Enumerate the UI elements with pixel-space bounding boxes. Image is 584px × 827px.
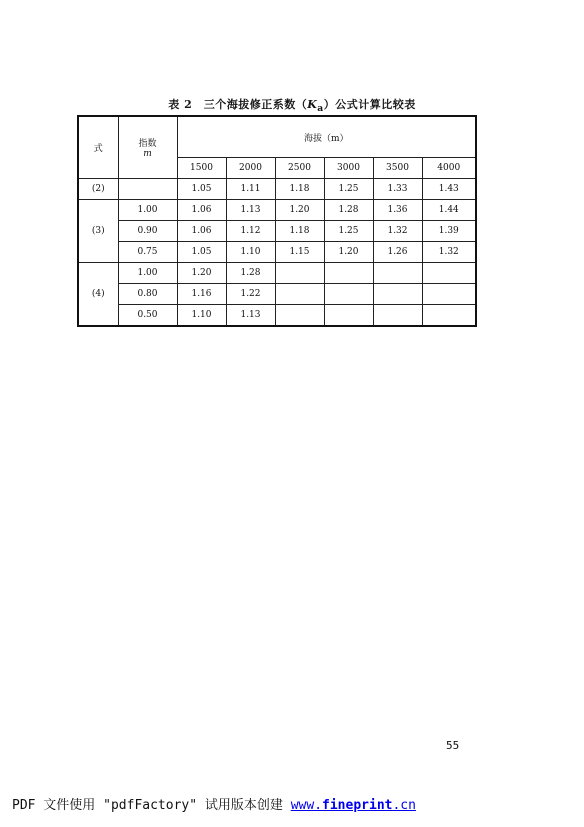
value-cell bbox=[324, 263, 373, 284]
value-cell: 1.32 bbox=[373, 221, 422, 242]
value-cell bbox=[324, 284, 373, 305]
header-formula: 式 bbox=[78, 116, 118, 179]
index-cell: 0.75 bbox=[118, 242, 177, 263]
value-cell: 1.22 bbox=[226, 284, 275, 305]
value-cell bbox=[422, 284, 476, 305]
footer-text: PDF 文件使用 "pdfFactory" 试用版本创建 bbox=[12, 798, 291, 813]
value-cell: 1.26 bbox=[373, 242, 422, 263]
value-cell bbox=[422, 263, 476, 284]
fineprint-link[interactable] bbox=[291, 798, 416, 813]
link-prefix: www. bbox=[290, 798, 323, 813]
value-cell: 1.10 bbox=[226, 242, 275, 263]
value-cell: 1.16 bbox=[177, 284, 226, 305]
page-number: 55 bbox=[446, 739, 460, 752]
value-cell bbox=[324, 305, 373, 327]
formula-cell: (4) bbox=[78, 263, 118, 327]
value-cell: 1.15 bbox=[275, 242, 324, 263]
value-cell: 1.44 bbox=[422, 200, 476, 221]
table-row bbox=[78, 263, 476, 284]
altitude-2500: 2500 bbox=[275, 158, 324, 179]
value-cell: 1.20 bbox=[177, 263, 226, 284]
value-cell bbox=[275, 284, 324, 305]
value-cell: 1.18 bbox=[275, 221, 324, 242]
index-cell: 0.80 bbox=[118, 284, 177, 305]
caption-prefix: 表 2 三个海拔修正系数（ bbox=[168, 98, 308, 111]
value-cell: 1.25 bbox=[324, 179, 373, 200]
value-cell bbox=[275, 305, 324, 327]
table-row bbox=[78, 200, 476, 221]
altitude-1500: 1500 bbox=[177, 158, 226, 179]
caption-suffix: ）公式计算比较表 bbox=[323, 98, 416, 111]
value-cell: 1.28 bbox=[324, 200, 373, 221]
value-cell bbox=[373, 284, 422, 305]
table-row bbox=[78, 179, 476, 200]
value-cell: 1.10 bbox=[177, 305, 226, 327]
value-cell: 1.05 bbox=[177, 242, 226, 263]
index-cell: 1.00 bbox=[118, 200, 177, 221]
altitude-3000: 3000 bbox=[324, 158, 373, 179]
formula-cell: (2) bbox=[78, 179, 118, 200]
header-index-label: 指数 bbox=[138, 139, 157, 149]
pdf-footer bbox=[12, 794, 416, 813]
value-cell bbox=[373, 263, 422, 284]
value-cell: 1.32 bbox=[422, 242, 476, 263]
value-cell: 1.13 bbox=[226, 305, 275, 327]
table-row bbox=[78, 305, 476, 327]
index-cell: 0.90 bbox=[118, 221, 177, 242]
value-cell: 1.33 bbox=[373, 179, 422, 200]
table-row bbox=[78, 221, 476, 242]
value-cell: 1.25 bbox=[324, 221, 373, 242]
value-cell bbox=[275, 263, 324, 284]
comparison-table bbox=[77, 115, 477, 327]
index-cell: 0.50 bbox=[118, 305, 177, 327]
altitude-4000: 4000 bbox=[422, 158, 476, 179]
value-cell: 1.12 bbox=[226, 221, 275, 242]
value-cell: 1.28 bbox=[226, 263, 275, 284]
value-cell: 1.20 bbox=[275, 200, 324, 221]
value-cell: 1.18 bbox=[275, 179, 324, 200]
altitude-2000: 2000 bbox=[226, 158, 275, 179]
index-cell bbox=[118, 179, 177, 200]
table-row bbox=[78, 242, 476, 263]
value-cell: 1.13 bbox=[226, 200, 275, 221]
value-cell: 1.06 bbox=[177, 221, 226, 242]
value-cell: 1.20 bbox=[324, 242, 373, 263]
caption-symbol: K bbox=[307, 98, 318, 111]
header-index-symbol: m bbox=[143, 149, 152, 159]
value-cell bbox=[422, 305, 476, 327]
value-cell: 1.06 bbox=[177, 200, 226, 221]
value-cell: 1.36 bbox=[373, 200, 422, 221]
header-index bbox=[118, 116, 177, 179]
link-bold: fineprint bbox=[322, 798, 393, 813]
table-caption bbox=[0, 96, 584, 114]
link-suffix: .cn bbox=[392, 798, 416, 813]
header-altitude: 海拔（m） bbox=[177, 116, 476, 158]
formula-cell: (3) bbox=[78, 200, 118, 263]
value-cell bbox=[373, 305, 422, 327]
index-cell: 1.00 bbox=[118, 263, 177, 284]
table-row bbox=[78, 284, 476, 305]
value-cell: 1.39 bbox=[422, 221, 476, 242]
value-cell: 1.05 bbox=[177, 179, 226, 200]
value-cell: 1.43 bbox=[422, 179, 476, 200]
value-cell: 1.11 bbox=[226, 179, 275, 200]
altitude-3500: 3500 bbox=[373, 158, 422, 179]
caption-subscript: a bbox=[317, 103, 324, 115]
